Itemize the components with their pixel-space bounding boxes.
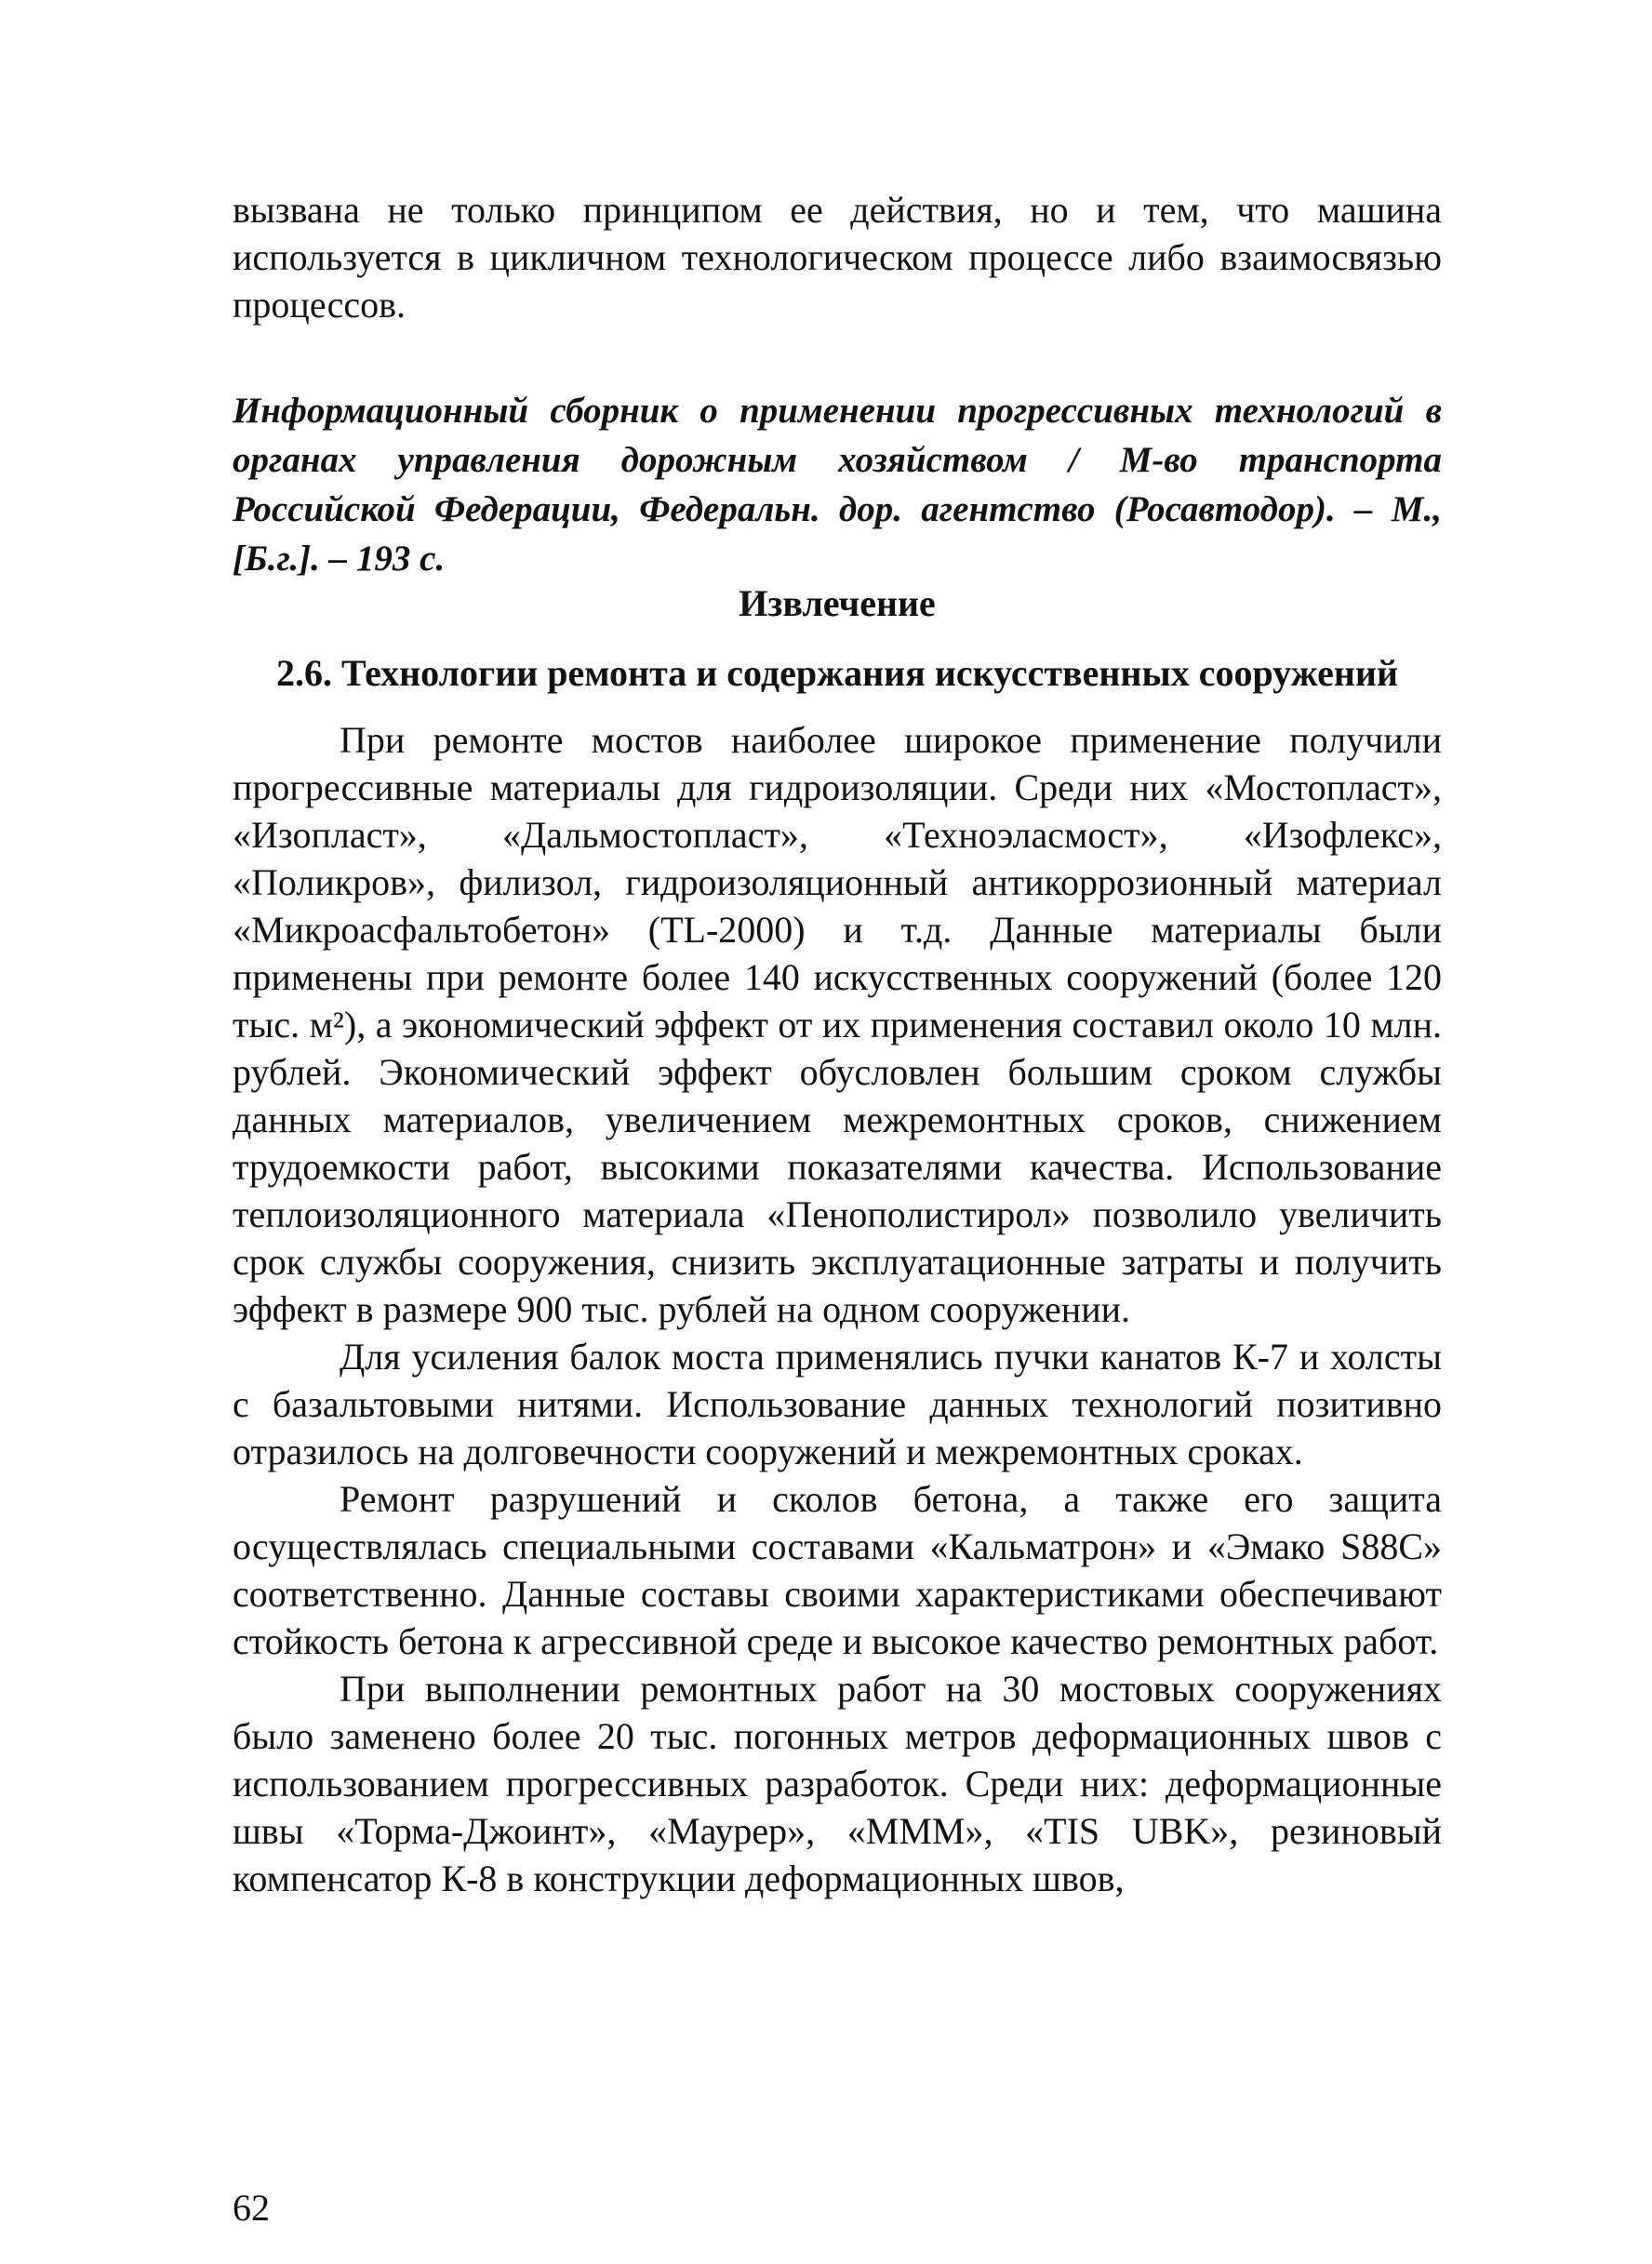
paragraph-2: Для усиления балок моста применялись пучки канатов К-7 и холсты с базальтовыми нитями. Использование данных технологий позитивно отразилось на долговечности сооружений и межремонтных сроках. xyxy=(233,1336,1442,1472)
page-number: 62 xyxy=(233,2187,270,2229)
paragraph-1: При ремонте мостов наиболее широкое применение получили прогрессивные материалы для гидроизоляции. Среди них «Мостопласт», «Изопласт», «Дальмостопласт», «Техноэласмост», «Изофлекс», «Поликров», филизол, гидроизоляционный антикоррозионный материал «Микроасфальтобетон» (TL-2000) и т.д. Данные материалы были применены при ремонте более 140 искусственных сооружений (более 120 тыс. м²), а экономический эффект от их применения составил около 10 млн. рублей. Экономический эффект обусловлен большим сроком службы данных материалов, увеличением межремонтных сроков, снижением трудоемкости работ, высокими показателями качества. Использование теплоизоляционного материала «Пенополистирол» позволило увеличить срок службы сооружения, снизить эксплуатационные затраты и получить эффект в размере 900 тыс. рублей на одном сооружении. xyxy=(233,719,1442,1330)
paragraph-3: Ремонт разрушений и сколов бетона, а также его защита осуществлялась специальными составами «Кальматрон» и «Эмако S88C» соответственно. Данные составы своими характеристиками обеспечивают стойкость бетона к агрессивной среде и высокое качество ремонтных работ. xyxy=(233,1478,1442,1662)
paragraph-4: При выполнении ремонтных работ на 30 мостовых сооружениях было заменено более 20 тыс. погонных метров деформационных швов с использованием прогрессивных разработок. Среди них: деформационные швы «Торма-Джоинт», «Маурер», «МММ», «TIS UBK», резиновый компенсатор К-8 в конструкции деформационных швов, xyxy=(233,1668,1442,1899)
intro-block xyxy=(233,186,1442,328)
citation-block xyxy=(233,386,1442,583)
extract-heading: Извлечение xyxy=(739,582,936,624)
body-text xyxy=(233,716,1442,1902)
citation-text: Информационный сборник о применении прогрессивных технологий в органах управления дорожным хозяйством / М-во транспорта Российской Федерации, Федеральн. дор. агентство (Росавтодор). – М., [Б.г.]. – 193 с. xyxy=(233,391,1442,579)
intro-paragraph: вызвана не только принципом ее действия, но и тем, что машина используется в цикличном технологическом процессе либо взаимосвязью процессов. xyxy=(233,189,1442,326)
section-heading: 2.6. Технологии ремонта и содержания искусственных сооружений xyxy=(275,652,1399,694)
